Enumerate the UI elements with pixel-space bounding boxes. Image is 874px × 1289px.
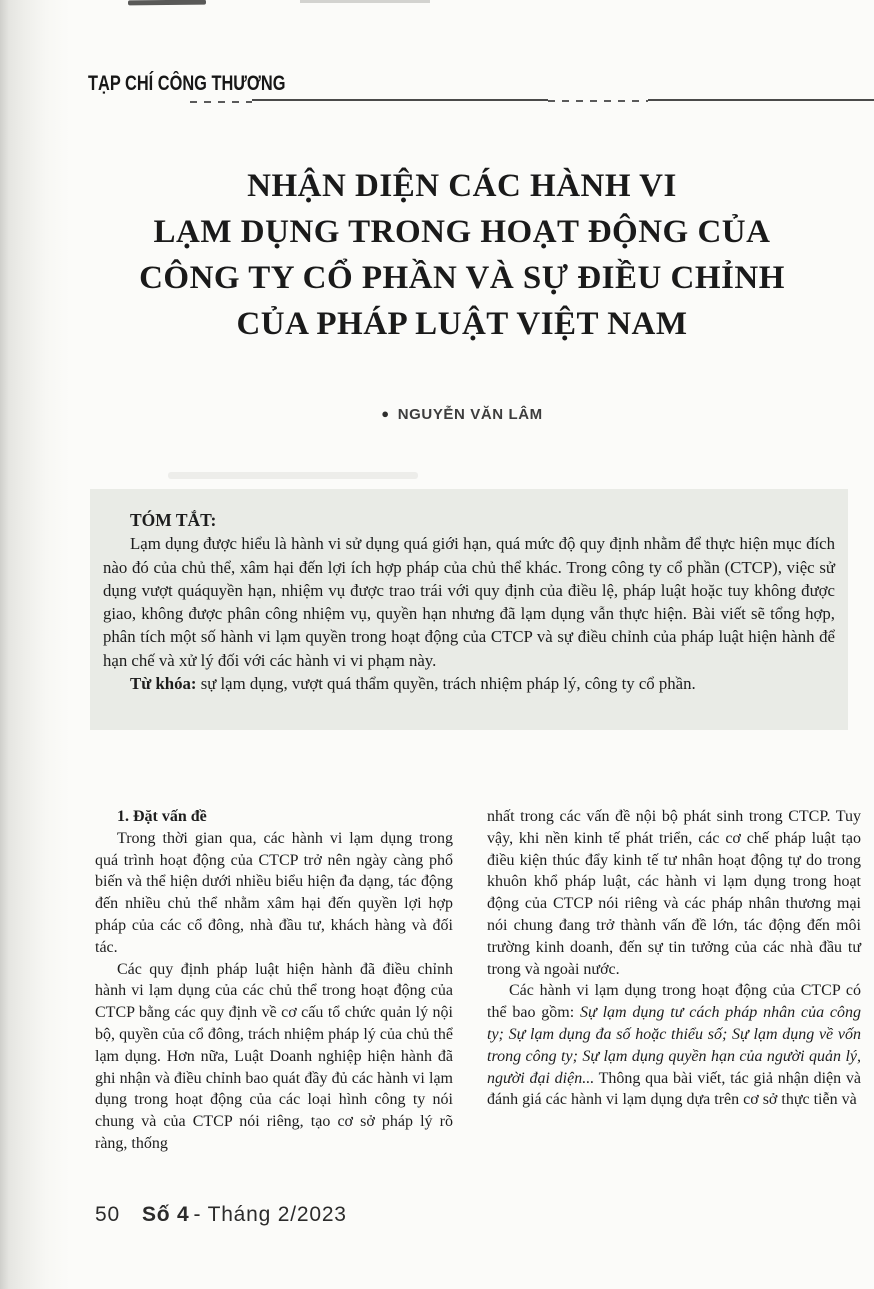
paragraph-italic-list: Sự lạm dụng tư cách pháp nhân của công ty; Sự lạm dụng đa số hoặc thiểu số; Sự lạm dụng về vốn trong công ty; Sự lạm dụng quyền hạn của người quản lý, người đại diện... bbox=[487, 1004, 861, 1087]
keywords-label: Từ khóa: bbox=[130, 674, 197, 694]
title-line-4: CỦA PHÁP LUẬT VIỆT NAM bbox=[236, 306, 688, 342]
page-number: 50 bbox=[95, 1203, 120, 1226]
scan-artifact-mark bbox=[128, 0, 206, 5]
paragraph: Trong thời gian qua, các hành vi lạm dụng trong quá trình hoạt động của CTCP trở nên ngày càng phổ biến và thể hiện dưới nhiều biểu hiện đa dạng, tác động đến nhiều chủ thể nhằm xâm hại đến quyền lợi hợp pháp của các cổ đông, nhà đầu tư, khách hàng và đối tác. bbox=[95, 829, 453, 956]
author-line bbox=[80, 406, 844, 423]
keywords-text: sự lạm dụng, vượt quá thẩm quyền, trách nhiệm pháp lý, công ty cổ phần. bbox=[196, 674, 696, 694]
header-rule bbox=[648, 99, 874, 101]
scan-artifact-smudge bbox=[168, 472, 418, 479]
issue-label: Số 4 bbox=[141, 1203, 190, 1226]
paragraph: Các quy định pháp luật hiện hành đã điều chỉnh hành vi lạm dụng của các chủ thể trong hoạt động của CTCP bằng các quy định về cơ cấu tổ chức quản lý nội bộ, quyền của cổ đông, trách nhiệm pháp lý của chủ thể lạm dụng. Hơn nữa, Luật Doanh nghiệp hiện hành đã ghi nhận và điều chỉnh bao quát đầy đủ các hành vi lạm dụng trong hoạt động của các loại hình công ty nói chung và của CTCP nói riêng, tạo cơ sở pháp lý rõ ràng, thống bbox=[95, 960, 453, 1152]
abstract-heading: TÓM TẮT: bbox=[130, 510, 217, 530]
issue-date: - Tháng 2/2023 bbox=[193, 1203, 347, 1226]
paragraph-lead: Các hành vi lạm dụng trong hoạt động của CTCP có thể bao gồm: bbox=[487, 982, 861, 1022]
journal-name: TẠP CHÍ CÔNG THƯƠNG bbox=[88, 72, 286, 95]
scan-artifact-mark bbox=[300, 0, 430, 3]
abstract-body: Lạm dụng được hiểu là hành vi sử dụng quá giới hạn, quá mức độ quy định nhằm để thực hiện mục đích nào đó của chủ thể, xâm hại đến lợi ích hợp pháp của chủ thể khác. Trong công ty cổ phần (CTCP), việc sử dụng vượt quáquyền hạn, nhiệm vụ được trao trái với quy định của điều lệ, pháp luật hoặc tuy không được giao, không được phân công nhiệm vụ, quyền hạn nhưng đã lạm dụng vẫn thực hiện. Bài viết sẽ tổng hợp, phân tích một số hành vi lạm quyền trong hoạt động của CTCP và sự điều chỉnh của pháp luật hiện hành để hạn chế và xử lý đối với các hành vi vi phạm này. bbox=[103, 534, 835, 670]
author-name: NGUYỄN VĂN LÂM bbox=[397, 406, 543, 423]
paragraph: nhất trong các vấn đề nội bộ phát sinh trong CTCP. Tuy vậy, khi nền kinh tế phát triển, các cơ chế pháp luật tạo điều kiện thúc đẩy kinh tế tư nhân hoạt động tự do trong khuôn khổ pháp luật, các hành vi lạm dụng trong hoạt động của CTCP nói riêng và các pháp nhân thương mại nói chung đang trở thành vấn đề lớn, tác động đến môi trường kinh doanh, đến sự tin tưởng của các nhà đầu tư trong và ngoài nước. bbox=[487, 808, 861, 978]
paragraph bbox=[487, 980, 861, 1111]
title-line-1: NHẬN DIỆN CÁC HÀNH VI bbox=[247, 168, 677, 204]
body-column-right bbox=[487, 806, 861, 1111]
abstract-box bbox=[90, 489, 848, 730]
scan-edge-shadow bbox=[0, 0, 72, 1289]
keywords-line bbox=[103, 672, 835, 695]
header-rule-dash bbox=[548, 100, 648, 102]
page-footer bbox=[95, 1203, 347, 1227]
title-line-3: CÔNG TY CỔ PHẦN VÀ SỰ ĐIỀU CHỈNH bbox=[139, 260, 785, 296]
body-column-left bbox=[95, 806, 453, 1155]
section-heading: 1. Đặt vấn đề bbox=[117, 808, 207, 825]
paragraph-tail: Thông qua bài viết, tác giả nhận diện và đánh giá các hành vi lạm dụng dựa trên cơ sở thực tiễn và bbox=[487, 1069, 861, 1109]
article-title bbox=[80, 163, 844, 347]
header-rule-dash bbox=[190, 101, 252, 103]
author-bullet-icon: ● bbox=[381, 406, 390, 421]
header-rule bbox=[252, 99, 548, 101]
title-line-2: LẠM DỤNG TRONG HOẠT ĐỘNG CỦA bbox=[153, 214, 771, 250]
